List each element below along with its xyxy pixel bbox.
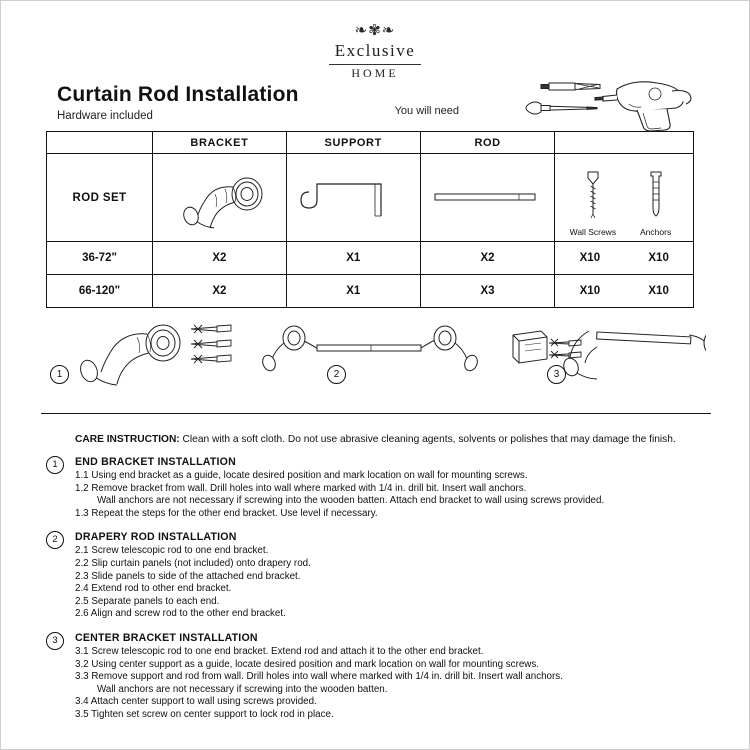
qty-bracket-36-72: X2 — [153, 242, 287, 275]
instruction-steps — [41, 456, 711, 733]
rod-illustration — [420, 154, 555, 242]
hardware-table — [46, 131, 694, 308]
instruction-block-1 — [41, 456, 711, 520]
qty-bracket-66-120: X2 — [153, 275, 287, 308]
brand-subtitle: HOME — [351, 66, 399, 80]
you-will-need-label: You will need — [394, 105, 459, 117]
brand-header — [1, 1, 749, 81]
instruction-block-3 — [41, 632, 711, 722]
instruction-line: 2.2 Slip curtain panels (not included) onto drapery rod. — [75, 557, 311, 569]
table-header-rod: ROD — [420, 132, 555, 154]
instruction-heading-2: DRAPERY ROD INSTALLATION — [75, 531, 237, 544]
instruction-heading-1: END BRACKET INSTALLATION — [75, 456, 236, 468]
diagram-step-1-badge: 1 — [50, 365, 69, 384]
section-divider — [41, 413, 711, 414]
brand-ornament-icon: ❧✾❧ — [354, 22, 396, 39]
qty-anchors-36-72: X10 — [648, 252, 669, 264]
instruction-line: 1.2 Remove bracket from wall. Drill holes into wall where marked with 1/4 in. drill bit. Insert wall anchors. — [75, 482, 527, 494]
instruction-line: 2.1 Screw telescopic rod to one end bracket. — [75, 545, 269, 557]
qty-screws-66-120: X10 — [579, 285, 601, 297]
instruction-line: 3.1 Screw telescopic rod to one end bracket. Extend rod and attach it to the other end bracket. — [75, 645, 484, 657]
table-header-bracket: BRACKET — [153, 132, 287, 154]
instruction-line: 2.5 Separate panels to each end. — [75, 595, 220, 607]
care-instruction-label: CARE INSTRUCTION: — [75, 434, 180, 445]
support-illustration — [286, 154, 420, 242]
instruction-line: 2.4 Extend rod to other end bracket. — [75, 583, 232, 595]
care-instruction-text: Clean with a soft cloth. Do not use abrasive cleaning agents, solvents or polishes that may damage the finish. — [179, 434, 676, 445]
table-row — [47, 242, 694, 275]
diagram-step-2-badge: 2 — [327, 365, 346, 384]
anchor-icon — [645, 166, 667, 222]
instruction-block-2 — [41, 531, 711, 621]
qty-support-36-72: X1 — [286, 242, 420, 275]
instruction-number-3: 3 — [46, 632, 64, 650]
instruction-line: 3.2 Using center support as a guide, locate desired position and mark location on wall for mounting screws. — [75, 658, 539, 670]
page-subtitle: Hardware included — [57, 110, 153, 122]
instruction-heading-3: CENTER BRACKET INSTALLATION — [75, 631, 258, 644]
instruction-line: 3.4 Attach center support to wall using screws provided. — [75, 696, 317, 708]
hardware-caption-anchors: Anchors — [640, 226, 672, 237]
page-title: Curtain Rod Installation — [57, 83, 299, 106]
instruction-line: 3.5 Tighten set screw on center support to lock rod in place. — [75, 708, 334, 720]
brand-name: Exclusive — [334, 41, 416, 60]
table-header-hardware — [555, 132, 694, 154]
instruction-number-1: 1 — [46, 456, 64, 474]
instruction-line: Wall anchors are not necessary if screwing into the wooden batten. — [97, 683, 388, 695]
table-header-support: SUPPORT — [286, 132, 420, 154]
instruction-line: Wall anchors are not necessary if screwing into the wooden batten. Attach end bracket to wall using screws provided. — [97, 495, 605, 507]
qty-hardware-36-72 — [555, 242, 694, 275]
qty-rod-36-72: X2 — [420, 242, 555, 275]
drill-icon — [595, 82, 691, 131]
instruction-line: 2.3 Slide panels to side of the attached end bracket. — [75, 570, 301, 582]
screwdriver-icon — [526, 102, 597, 114]
qty-anchors-66-120: X10 — [648, 285, 669, 297]
center-bracket-diagram — [513, 329, 706, 379]
diagram-step-3-badge: 3 — [547, 365, 566, 384]
wall-screw-icon — [582, 166, 604, 222]
end-bracket-diagram — [78, 325, 231, 385]
table-header-blank — [47, 132, 153, 154]
row-label-36-72: 36-72" — [47, 242, 153, 275]
care-instruction — [75, 433, 695, 447]
row-label-rod-set: ROD SET — [47, 154, 153, 242]
hardware-cell — [555, 154, 694, 242]
tools-illustration — [467, 73, 697, 131]
step-diagrams — [41, 301, 706, 396]
bracket-illustration — [153, 154, 287, 242]
drapery-rod-diagram — [260, 326, 479, 373]
title-row — [57, 83, 697, 125]
table-header-row — [47, 132, 694, 154]
hardware-item-screws — [565, 166, 621, 237]
qty-screws-36-72: X10 — [579, 252, 601, 264]
hardware-caption-screws: Wall Screws — [569, 226, 617, 237]
drill-bit-icon — [541, 83, 600, 90]
qty-support-66-120: X1 — [286, 275, 420, 308]
row-label-66-120: 66-120" — [47, 275, 153, 308]
hardware-item-anchors — [628, 166, 684, 237]
instruction-number-2: 2 — [46, 531, 64, 549]
instruction-line: 1.3 Repeat the steps for the other end bracket. Use level if necessary. — [75, 507, 378, 519]
brand-divider — [329, 64, 421, 65]
table-row — [47, 154, 694, 242]
instruction-line: 3.3 Remove support and rod from wall. Drill holes into wall where marked with 1/4 in. drill bit. Insert wall anchors. — [75, 671, 563, 683]
instruction-line: 1.1 Using end bracket as a guide, locate desired position and mark location on wall for mounting screws. — [75, 470, 528, 481]
qty-rod-66-120: X3 — [420, 275, 555, 308]
instruction-line: 2.6 Align and screw rod to the other end bracket. — [75, 608, 286, 620]
